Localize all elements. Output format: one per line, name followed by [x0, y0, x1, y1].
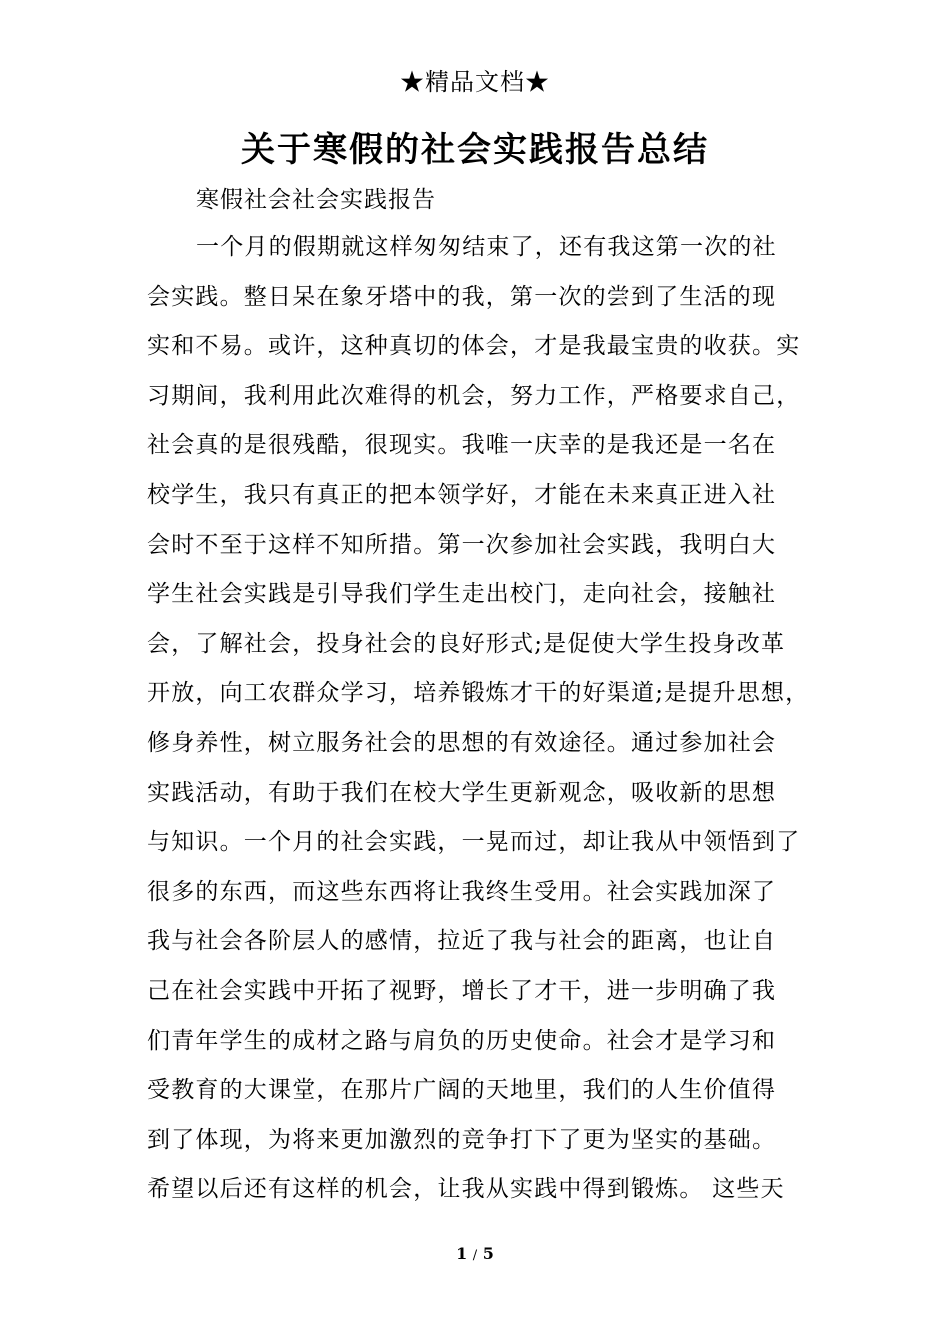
page-total: 5: [482, 1244, 494, 1263]
body-line: 习期间，我利用此次难得的机会，努力工作，严格要求自己，: [147, 382, 801, 409]
body-line: 我与社会各阶层人的感情，拉近了我与社会的距离，也让自: [147, 928, 777, 955]
body-line: 受教育的大课堂，在那片广阔的天地里，我们的人生价值得: [147, 1077, 777, 1104]
body-line: 己在社会实践中开拓了视野，增长了才干，进一步明确了我: [147, 977, 777, 1004]
page-current: 1: [456, 1244, 468, 1263]
page-header: ★精品文档★: [400, 68, 550, 96]
body-line: 们青年学生的成材之路与肩负的历史使命。社会才是学习和: [147, 1027, 777, 1054]
body-line: 到了体现，为将来更加激烈的竞争打下了更为坚实的基础。: [147, 1126, 777, 1153]
document-title: 关于寒假的社会实践报告总结: [241, 130, 709, 170]
body-line: 社会真的是很残酷，很现实。我唯一庆幸的是我还是一名在: [147, 432, 777, 459]
body-text: [147, 223, 827, 1215]
body-line: 修身养性，树立服务社会的思想的有效途径。通过参加社会: [147, 729, 777, 756]
page-number: [0, 1242, 950, 1268]
body-line: 会，了解社会，投身社会的良好形式;是促使大学生投身改革: [147, 630, 786, 657]
body-line: 很多的东西，而这些东西将让我终生受用。社会实践加深了: [147, 878, 777, 905]
page-separator: /: [472, 1248, 478, 1263]
body-line: 一个月的假期就这样匆匆结束了，还有我这第一次的社: [196, 234, 777, 260]
body-line: 开放，向工农群众学习，培养锻炼才干的好渠道;是提升思想，: [147, 680, 810, 707]
body-line: 希望以后还有这样的机会，让我从实践中得到锻炼。 这些天: [147, 1176, 785, 1203]
body-line: 学生社会实践是引导我们学生走出校门，走向社会，接触社: [147, 581, 777, 608]
body-line: 校学生，我只有真正的把本领学好，才能在未来真正进入社: [147, 481, 777, 508]
body-line: 会时不至于这样不知所措。第一次参加社会实践，我明白大: [147, 531, 777, 558]
body-line: 实践活动，有助于我们在校大学生更新观念，吸收新的思想: [147, 779, 777, 806]
body-line: 会实践。整日呆在象牙塔中的我，第一次的尝到了生活的现: [147, 283, 777, 310]
body-line: 与知识。一个月的社会实践，一晃而过，却让我从中领悟到了: [147, 829, 801, 856]
document-subtitle: 寒假社会社会实践报告: [196, 187, 436, 213]
body-line: 实和不易。或许，这种真切的体会，才是我最宝贵的收获。实: [147, 333, 801, 360]
